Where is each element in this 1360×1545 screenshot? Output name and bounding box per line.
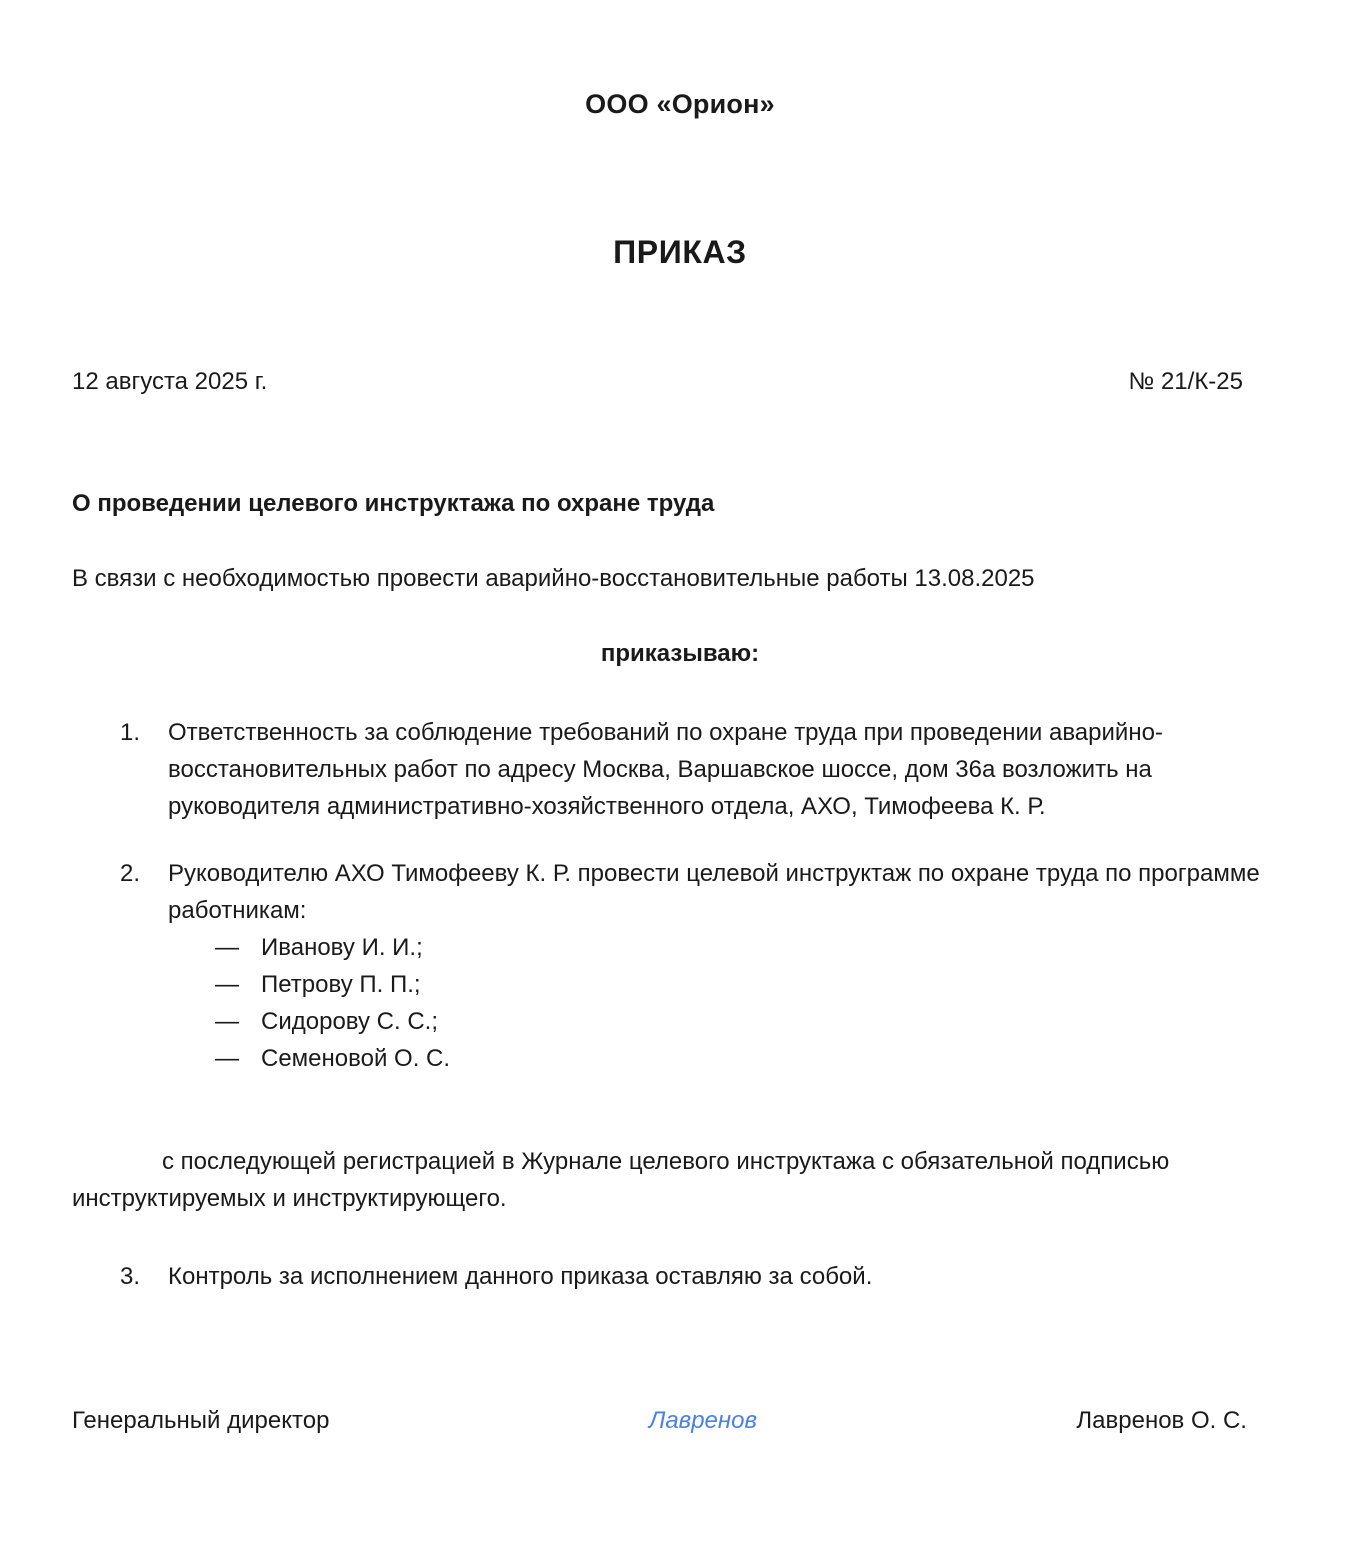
order-item-1-number: 1. — [120, 719, 141, 746]
registration-continuation-paragraph: с последующей регистрацией в Журнале целевого инструктажа с обязательной подписью инструктируемых и инструктирующего. — [72, 1148, 1170, 1212]
employee-name: Сидорову С. С.; — [261, 1008, 439, 1035]
order-item-3-number: 3. — [120, 1263, 141, 1290]
document-number: № 21/К-25 — [1128, 368, 1243, 395]
signature-row — [72, 1405, 1247, 1436]
employee-name: Петрову П. П.; — [261, 971, 421, 998]
signature-scan: Лавренов — [648, 1407, 757, 1434]
employee-dash-list — [168, 929, 1288, 1077]
order-item-2-text: Руководителю АХО Тимофееву К. Р. провести целевой инструктаж по охране труда по программе работникам: — [168, 860, 1260, 924]
signatory-position: Генеральный директор — [72, 1407, 330, 1434]
em-dash-icon: — — [215, 1008, 239, 1035]
employee-name: Семеновой О. С. — [261, 1045, 451, 1072]
document-preamble: В связи с необходимостью провести аварийно-восстановительные работы 13.08.2025 — [72, 565, 1035, 592]
employee-list-item — [168, 929, 1288, 966]
employee-list-item — [168, 1003, 1288, 1040]
document-meta-row — [72, 367, 1243, 397]
order-item-3-text: Контроль за исполнением данного приказа оставляю за собой. — [168, 1263, 873, 1290]
order-item-2 — [72, 855, 1288, 1077]
employee-name: Иванову И. И.; — [261, 934, 423, 961]
order-item-3 — [72, 1258, 1288, 1295]
order-items-list-tail — [72, 1258, 1288, 1295]
decree-keyword: приказываю: — [600, 640, 760, 667]
order-item-2-number: 2. — [120, 860, 141, 887]
signatory-name: Лавренов О. С. — [1076, 1407, 1247, 1434]
em-dash-icon: — — [215, 971, 239, 998]
em-dash-icon: — — [215, 934, 239, 961]
order-item-1 — [72, 714, 1288, 825]
document-title: ПРИКАЗ — [613, 234, 747, 270]
organization-name: ООО «Орион» — [585, 89, 775, 119]
em-dash-icon: — — [215, 1045, 239, 1072]
document-date: 12 августа 2025 г. — [72, 368, 268, 395]
employee-list-item — [168, 1040, 1288, 1077]
employee-list-item — [168, 966, 1288, 1003]
order-item-1-text: Ответственность за соблюдение требований по охране труда при проведении аварийно-восстановительных работ по адресу Москва, Варшавское шоссе, дом 36а возложить на руководителя административно-хозяйственного отдела, АХО, Тимофеева К. Р. — [168, 719, 1163, 820]
document-subject: О проведении целевого инструктажа по охране труда — [72, 490, 715, 517]
order-items-list — [72, 714, 1288, 1077]
